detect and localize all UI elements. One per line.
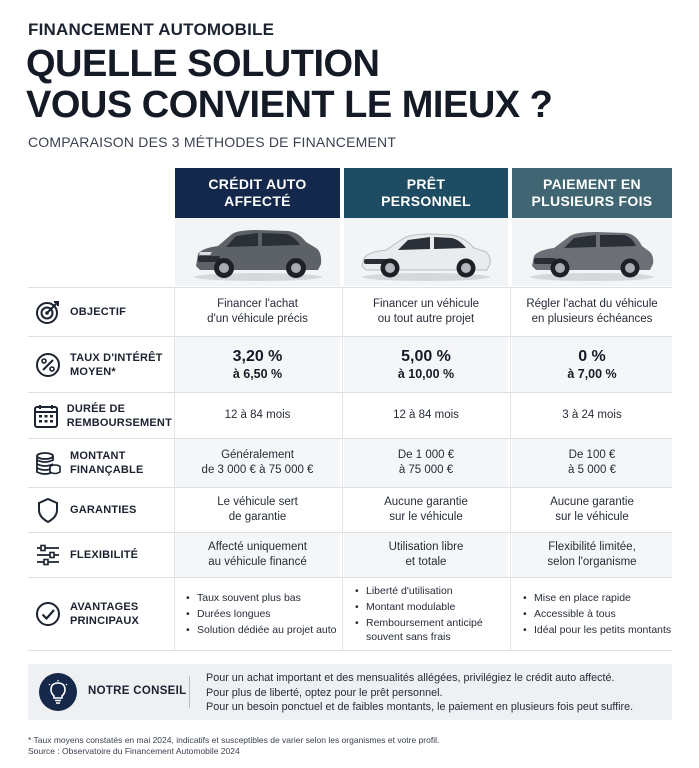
lightbulb-icon-badge [39, 673, 77, 711]
label-line: MONTANT [70, 450, 126, 462]
cell-text: d'un véhicule précis [207, 313, 308, 325]
rate-value-max: à 10,00 % [397, 367, 455, 381]
advantage-item: • Idéal pour les petits montants [522, 623, 671, 637]
cell-text: en plusieurs échéances [531, 313, 653, 325]
cell-taux-credit-auto [175, 337, 340, 392]
sedan-car-icon [356, 222, 496, 282]
cell-text: Aucune garantie [384, 496, 468, 508]
target-icon [34, 298, 62, 326]
advantage-item: • Mise en place rapide [522, 591, 631, 605]
advice-separator [189, 676, 190, 708]
row-label-text [67, 402, 172, 430]
coins-icon [34, 449, 62, 477]
row-divider [28, 650, 672, 651]
cell-text: Utilisation libre [388, 541, 464, 553]
advantage-item: • Accessible à tous [522, 607, 616, 621]
cell-garanties-pret-personnel [344, 488, 508, 532]
row-label [28, 337, 172, 392]
percent-icon [34, 351, 62, 379]
advice-line: Pour un besoin ponctuel et de faibles montants, le paiement en plusieurs fois peut suffire. [206, 701, 634, 713]
footnote [28, 735, 439, 757]
cell-taux-pret-personnel [344, 337, 508, 392]
label-line: TAUX D'INTÉRÊT [70, 351, 163, 364]
cell-text: De 100 € [568, 449, 616, 461]
cell-flexibilite-paiement [512, 533, 672, 577]
row-label-text: OBJECTIF [70, 306, 126, 318]
cell-text: au véhicule financé [208, 556, 307, 568]
cell-text: de garantie [228, 511, 287, 523]
car-image-sedan [344, 218, 508, 286]
cell-text: sur le véhicule [389, 511, 463, 523]
column-header-line: CRÉDIT AUTO [208, 176, 307, 192]
calendar-icon [32, 402, 60, 430]
column-header-line: PERSONNEL [381, 193, 471, 209]
cell-taux-paiement [512, 337, 672, 392]
label-line: AVANTAGES [70, 601, 139, 613]
check-circle-icon [34, 600, 62, 628]
row-label [28, 393, 172, 438]
advantage-item: • Montant modulable [354, 600, 455, 614]
row-label [28, 488, 172, 532]
hatchback-car-icon [522, 222, 662, 282]
advantage-item: • Liberté d'utilisation [354, 584, 453, 598]
cell-text: Aucune garantie [550, 496, 634, 508]
cell-montant-paiement [512, 439, 672, 487]
cell-flexibilite-credit-auto [175, 533, 340, 577]
cell-avantages-pret-personnel [344, 578, 508, 650]
car-image-suv [175, 218, 340, 286]
cell-text: De 1 000 € [397, 449, 455, 461]
advantage-item: • Solution dédiée au projet auto [185, 623, 337, 637]
page-subtitle: COMPARAISON DES 3 MÉTHODES DE FINANCEMENT [28, 134, 397, 150]
row-label [28, 439, 172, 487]
cell-text: Le véhicule sert [217, 496, 298, 508]
row-avantages [28, 578, 672, 650]
rate-value: 0 % [578, 348, 606, 365]
label-line: FINANÇABLE [70, 464, 144, 476]
cell-text: Affecté uniquement [208, 541, 307, 553]
title-line-2: VOUS CONVIENT LE MIEUX ? [26, 84, 553, 126]
cell-text: Régler l'achat du véhicule [526, 298, 658, 310]
advantage-item: • Durées longues [185, 607, 271, 621]
title-line-1: QUELLE SOLUTION [26, 43, 380, 85]
cell-avantages-credit-auto [175, 578, 340, 650]
advantage-item: • Remboursement anticipé souvent sans frais [354, 616, 508, 644]
row-montant [28, 439, 672, 487]
advice-title: NOTRE CONSEIL [88, 685, 187, 697]
rate-value-max: à 7,00 % [567, 367, 617, 381]
suv-car-icon [188, 222, 328, 282]
column-header-credit-auto [175, 168, 340, 218]
row-label-text [70, 449, 144, 477]
cell-text: à 5 000 € [568, 464, 616, 476]
page-title [26, 44, 552, 126]
cell-text: Financer l'achat [217, 298, 298, 310]
row-taux [28, 337, 672, 392]
kicker-label: FINANCEMENT AUTOMOBILE [28, 20, 275, 39]
column-separator [174, 287, 175, 651]
sliders-icon [34, 541, 62, 569]
advantage-item: • Taux souvent plus bas [185, 591, 301, 605]
lightbulb-icon [47, 680, 69, 704]
cell-avantages-paiement [512, 578, 672, 650]
cell-text: sur le véhicule [555, 511, 629, 523]
rate-value: 3,20 % [232, 348, 283, 365]
label-line: MOYEN* [70, 365, 116, 378]
column-header-line: PLUSIEURS FOIS [531, 193, 653, 209]
cell-text: Financer un véhicule [372, 298, 480, 310]
cell-text: Flexibilité limitée, [548, 541, 636, 553]
column-header-line: PRÊT [406, 176, 446, 192]
cell-objectif-credit-auto [175, 288, 340, 336]
row-duree [28, 393, 672, 438]
label-line: PRINCIPAUX [70, 615, 140, 627]
cell-objectif-pret-personnel [344, 288, 508, 336]
cell-duree-credit-auto: 12 à 84 mois [175, 393, 340, 438]
row-label-text [70, 600, 139, 628]
advice-text [206, 671, 633, 715]
shield-icon [34, 496, 62, 524]
row-label-text [70, 351, 163, 379]
column-separator [510, 287, 511, 651]
row-label [28, 578, 172, 650]
cell-text: selon l'organisme [547, 556, 637, 568]
column-separator [342, 287, 343, 651]
advice-box [28, 664, 672, 720]
column-header-line: AFFECTÉ [224, 193, 291, 209]
car-image-hatchback [512, 218, 672, 286]
cell-flexibilite-pret-personnel [344, 533, 508, 577]
rate-value-max: à 6,50 % [232, 367, 283, 381]
label-line: REMBOURSEMENT [66, 416, 172, 429]
footnote-source: Source : Observatoire du Financement Automobile 2024 [28, 746, 240, 756]
cell-text: et totale [405, 556, 447, 568]
row-label [28, 533, 172, 577]
advice-line: Pour plus de liberté, optez pour le prêt personnel. [206, 686, 443, 699]
row-label [28, 288, 172, 336]
row-flexibilite [28, 533, 672, 577]
row-objectif [28, 288, 672, 336]
cell-montant-pret-personnel [344, 439, 508, 487]
row-label-text: FLEXIBILITÉ [70, 549, 139, 561]
row-garanties [28, 488, 672, 532]
column-header-pret-personnel [344, 168, 508, 218]
label-line: DURÉE DE [66, 402, 126, 415]
cell-text: ou tout autre projet [377, 313, 475, 325]
cell-text: Généralement [221, 449, 294, 461]
advice-line: Pour un achat important et des mensualités allégées, privilégiez le crédit auto affecté. [206, 672, 615, 684]
column-header-line: PAIEMENT EN [543, 176, 641, 192]
cell-garanties-credit-auto [175, 488, 340, 532]
footnote-rates: * Taux moyens constatés en mai 2024, indicatifs et susceptibles de varier selon les organismes et votre profil. [28, 735, 440, 745]
column-header-paiement-plusieurs-fois [512, 168, 672, 218]
cell-duree-paiement: 3 à 24 mois [512, 393, 672, 438]
rate-value: 5,00 % [401, 348, 451, 365]
row-label-text: GARANTIES [70, 504, 137, 516]
cell-objectif-paiement [512, 288, 672, 336]
cell-text: de 3 000 € à 75 000 € [201, 464, 314, 476]
cell-duree-pret-personnel: 12 à 84 mois [344, 393, 508, 438]
cell-montant-credit-auto [175, 439, 340, 487]
cell-garanties-paiement [512, 488, 672, 532]
cell-text: à 75 000 € [398, 464, 454, 476]
